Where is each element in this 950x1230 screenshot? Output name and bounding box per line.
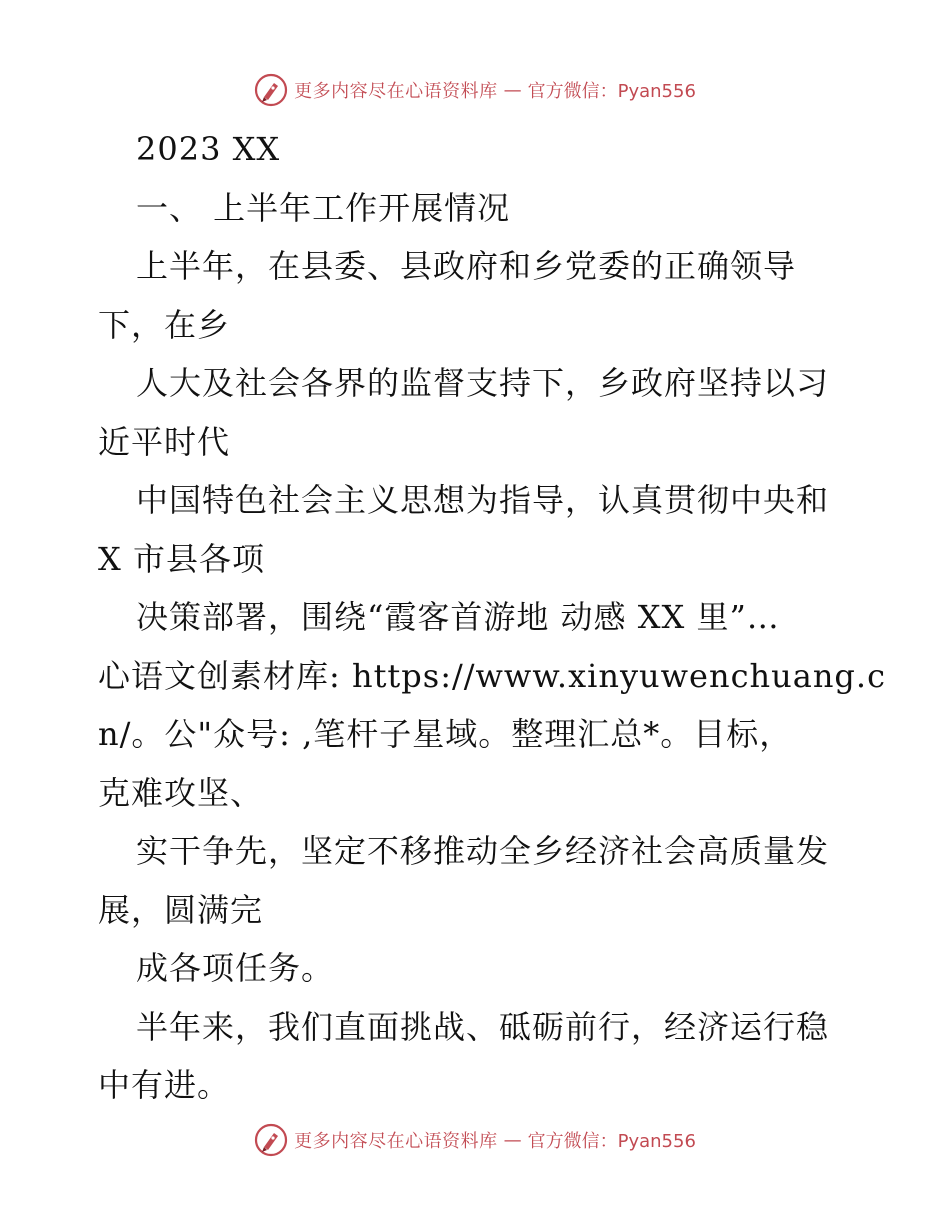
paragraph-line: 展，圆满完	[98, 890, 264, 929]
banner-wechat-id: 官方微信：Pyan556	[527, 1131, 696, 1152]
pen-nib-logo-icon	[254, 1123, 288, 1157]
paragraph-line: 半年来，我们直面挑战、砥砺前行，经济运行稳	[136, 1007, 830, 1046]
paragraph-line: 决策部署，围绕“霞客首游地 动感 XX 里”…	[136, 598, 780, 636]
paragraph-line: X 市县各项	[98, 539, 265, 578]
banner-slogan: 更多内容尽在心语资料库	[294, 81, 498, 102]
banner-separator: —	[503, 1129, 522, 1151]
paragraph-line: 克难攻坚、	[98, 773, 264, 812]
paragraph-line: 中有进。	[98, 1066, 231, 1104]
footer-banner	[0, 1120, 950, 1160]
paragraph-line: 心语文创素材库: https://www.xinyuwenchuang.c	[98, 656, 887, 695]
banner-separator: —	[503, 79, 522, 101]
paragraph-line: 一、 上半年工作开展情况	[136, 188, 511, 227]
header-banner	[0, 70, 950, 110]
pen-nib-logo-icon	[254, 73, 288, 107]
paragraph-line: 2023 XX	[136, 130, 281, 168]
paragraph-line: n/。公"众号: ,笔杆子星域。整理汇总*。目标，	[98, 715, 793, 753]
banner-slogan: 更多内容尽在心语资料库	[294, 1131, 498, 1152]
document-body	[98, 120, 887, 1115]
paragraph-line: 近平时代	[98, 422, 231, 461]
paragraph-line: 上半年，在县委、县政府和乡党委的正确领导	[136, 247, 797, 285]
banner-wechat-id: 官方微信：Pyan556	[527, 81, 696, 102]
paragraph-line: 下，在乡	[98, 305, 231, 344]
paragraph-line: 实干争先，坚定不移推动全乡经济社会高质量发	[136, 832, 830, 870]
paragraph-line: 成各项任务。	[136, 949, 335, 987]
paragraph-line: 中国特色社会主义思想为指导，认真贯彻中央和	[136, 481, 830, 519]
paragraph-line: 人大及社会各界的监督支持下，乡政府坚持以习	[136, 364, 830, 402]
